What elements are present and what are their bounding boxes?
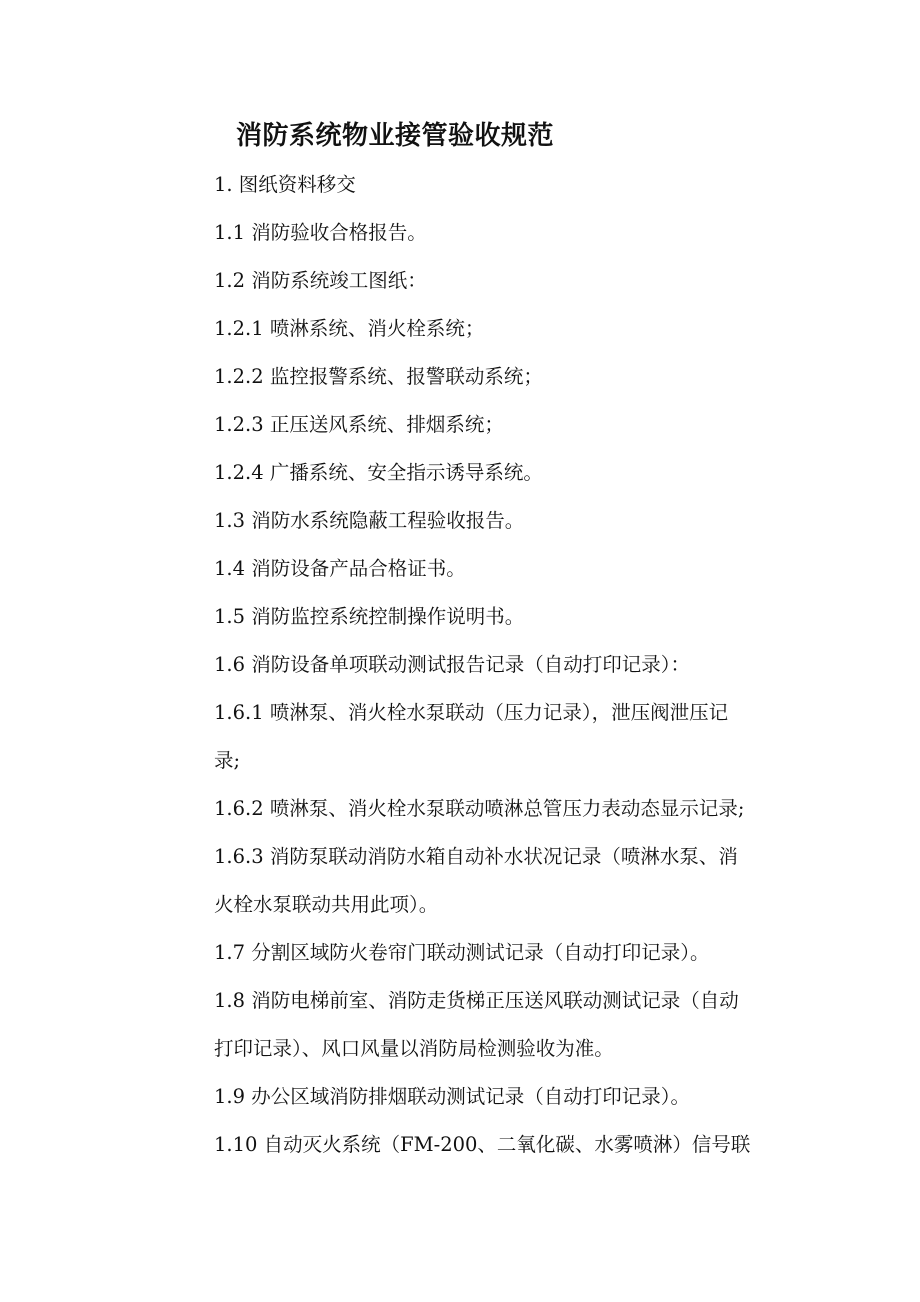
- list-item: 1.4 消防设备产品合格证书。: [214, 557, 466, 580]
- list-item-continuation: 打印记录）、风口风量以消防局检测验收为准。: [214, 1037, 614, 1060]
- list-item: 1.8 消防电梯前室、消防走货梯正压送风联动测试记录（自动: [214, 989, 739, 1012]
- list-item: 1.6.3 消防泵联动消防水箱自动补水状况记录（喷淋水泵、消: [214, 845, 738, 868]
- list-item: 1.2 消防系统竣工图纸：: [214, 269, 427, 292]
- list-item: 1.2.1 喷淋系统、消火栓系统；: [214, 317, 485, 340]
- list-item: 1.10 自动灭火系统（FM-200、二氧化碳、水雾喷淋）信号联: [214, 1133, 751, 1156]
- list-item: 1.6.2 喷淋泵、消火栓水泵联动喷淋总管压力表动态显示记录;: [214, 797, 745, 820]
- list-item: 1.2.3 正压送风系统、排烟系统；: [214, 413, 504, 436]
- list-item-continuation: 火栓水泵联动共用此项）。: [214, 893, 439, 916]
- list-item: 1.9 办公区域消防排烟联动测试记录（自动打印记录）。: [214, 1085, 690, 1108]
- list-item: 1.5 消防监控系统控制操作说明书。: [214, 605, 525, 628]
- section-heading: 1. 图纸资料移交: [214, 173, 356, 196]
- list-item: 1.7 分割区域防火卷帘门联动测试记录（自动打印记录）。: [214, 941, 710, 964]
- list-item: 1.3 消防水系统隐蔽工程验收报告。: [214, 509, 525, 532]
- list-item: 1.6.1 喷淋泵、消火栓水泵联动（压力记录），泄压阀泄压记: [214, 701, 729, 724]
- list-item: 1.2.4 广播系统、安全指示诱导系统。: [214, 461, 543, 484]
- document-title: 消防系统物业接管验收规范: [236, 121, 555, 151]
- list-item: 1.2.2 监控报警系统、报警联动系统；: [214, 365, 543, 388]
- list-item-continuation: 录;: [214, 749, 241, 772]
- list-item: 1.1 消防验收合格报告。: [214, 221, 427, 244]
- list-item: 1.6 消防设备单项联动测试报告记录（自动打印记录）：: [214, 653, 690, 676]
